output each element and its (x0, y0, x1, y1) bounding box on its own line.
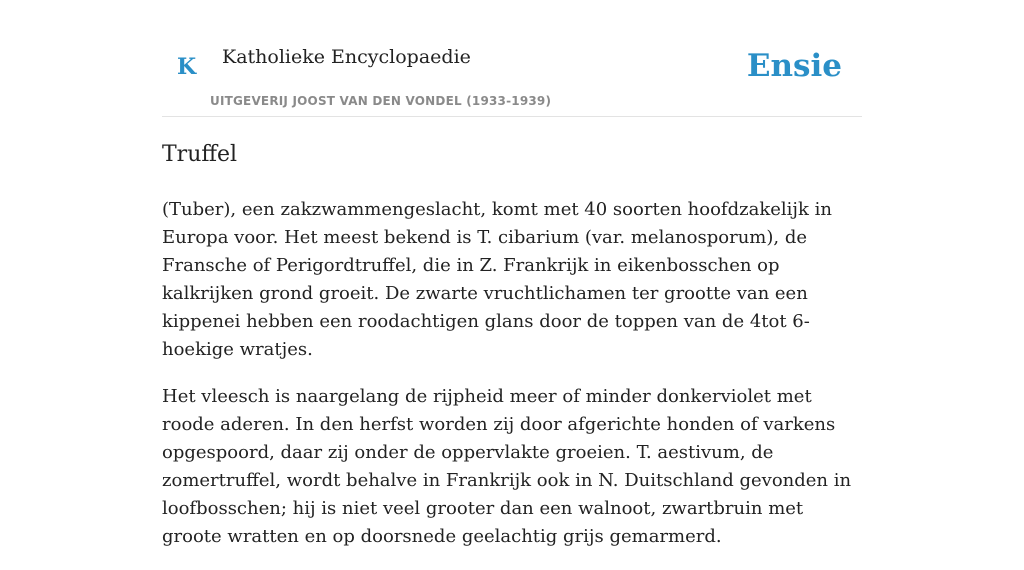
article-paragraph-1: (Tuber), een zakzwammengeslacht, komt met 40 soorten hoofdzakelijk in Europa voor. Het meest bekend is T. cibarium (var. melanosporum), de Fransche of Perigordtruffel, die in Z. Frankrijk in eikenbosschen op kalkrijken grond groeit. De zwarte vruchtlichamen ter grootte van een kippenei hebben een roodachtigen glans door de toppen van de 4tot 6-hoekige wratjes. (162, 199, 832, 360)
article-content (162, 140, 862, 570)
article-paragraph-2: Het vleesch is naargelang de rijpheid meer of minder donkerviolet met roode aderen. In den herfst worden zij door afgerichte honden of varkens opgespoord, daar zij onder de oppervlakte groeien. T. aestivum, de zomertruffel, wordt behalve in Frankrijk ook in N. Duitschland gevonden in loofbosschen; hij is niet veel grooter dan een walnoot, zwartbruin met groote wratten en op doorsnede geelachtig grijs gemarmerd. (162, 386, 852, 547)
article-title: Truffel (162, 142, 238, 167)
publisher-label: UITGEVERIJ JOOST VAN DEN VONDEL (1933-1939) (210, 94, 552, 108)
site-header (162, 0, 862, 117)
encyclopedia-logo[interactable]: K (177, 54, 197, 80)
site-title[interactable]: Katholieke Encyclopaedie (222, 46, 471, 68)
ensie-brand-link[interactable]: Ensie (746, 48, 842, 84)
